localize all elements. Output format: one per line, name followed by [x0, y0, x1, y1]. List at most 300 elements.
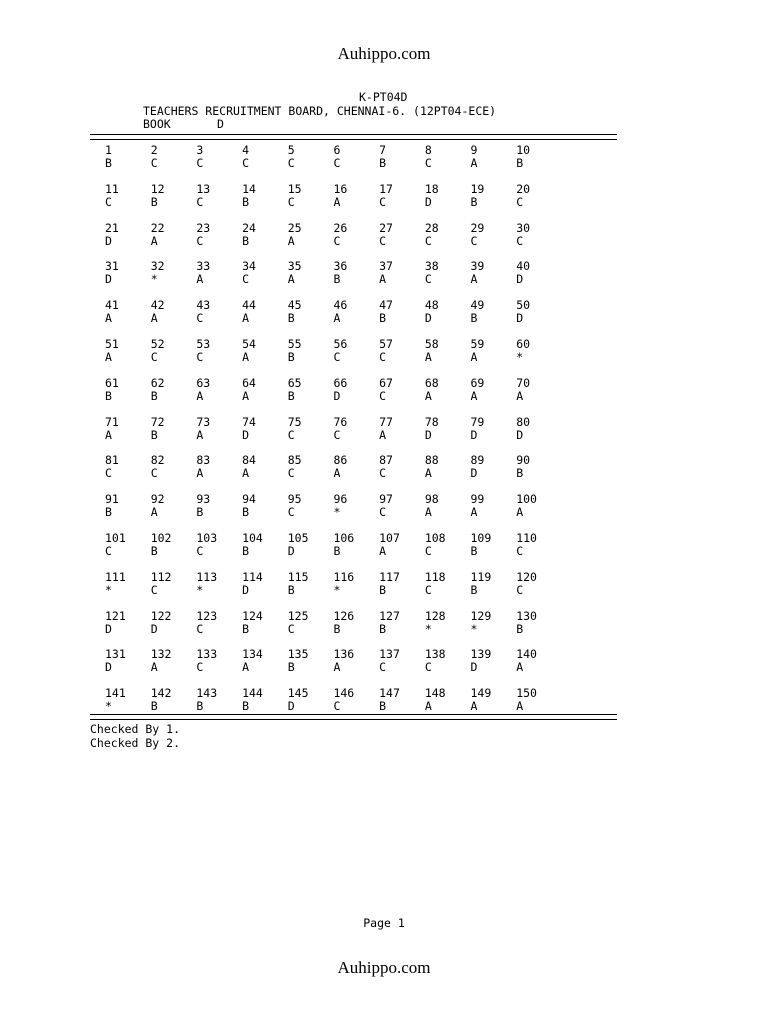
answer-row	[105, 144, 575, 170]
answer-letter: A	[379, 272, 387, 287]
question-number: 2	[150, 143, 158, 157]
double-rule-bottom	[90, 714, 617, 720]
answer-cell	[379, 493, 425, 519]
answer-letter: B	[150, 388, 158, 403]
answer-cell	[288, 493, 334, 519]
answer-cell	[379, 377, 425, 403]
question-number: 144	[242, 686, 263, 701]
answer-cell	[516, 222, 562, 248]
answer-cell	[425, 377, 471, 403]
answer-row	[105, 260, 575, 286]
question-number: 39	[470, 259, 485, 274]
answer-cell	[196, 687, 242, 713]
question-number: 110	[516, 530, 537, 545]
answer-letter: C	[424, 582, 432, 597]
answer-letter: A	[242, 311, 249, 326]
answer-cell	[516, 260, 562, 286]
checked-by-1: Checked By 1.	[90, 722, 181, 736]
question-number: 70	[516, 375, 531, 390]
question-number: 29	[470, 220, 485, 235]
question-number: 95	[287, 492, 302, 507]
question-number: 8	[424, 143, 432, 157]
answer-letter: B	[150, 194, 158, 209]
question-number: 146	[333, 686, 355, 701]
question-number: 142	[150, 686, 172, 701]
answer-cell	[151, 377, 197, 403]
answer-letter: B	[470, 543, 478, 558]
answer-cell	[242, 571, 288, 597]
question-number: 48	[424, 298, 439, 313]
answer-cell	[471, 610, 517, 636]
question-number: 140	[516, 647, 537, 662]
answer-cell	[333, 493, 379, 519]
question-number: 143	[196, 686, 218, 701]
answer-cell	[379, 299, 425, 325]
question-number: 127	[379, 608, 400, 623]
answer-cell	[425, 222, 471, 248]
answer-cell	[516, 571, 562, 597]
answer-letter: C	[150, 582, 158, 597]
answer-cell	[151, 416, 197, 442]
answer-cell	[242, 648, 288, 674]
question-number: 46	[333, 298, 348, 313]
answer-letter: B	[333, 621, 341, 636]
answer-cell	[333, 532, 379, 558]
answer-cell	[196, 416, 242, 442]
answer-cell	[471, 222, 517, 248]
answer-letter: A	[242, 388, 249, 403]
answer-cell	[288, 377, 334, 403]
answer-cell	[196, 183, 242, 209]
answer-cell	[379, 144, 425, 170]
question-number: 124	[242, 608, 263, 623]
answer-cell	[333, 416, 379, 442]
answer-letter: A	[105, 349, 112, 364]
question-number: 134	[242, 647, 263, 662]
site-brand-header: Auhippo.com	[337, 44, 431, 63]
answer-cell	[516, 648, 562, 674]
answer-letter: D	[424, 194, 432, 209]
question-number: 93	[196, 492, 211, 507]
answer-cell	[242, 610, 288, 636]
answer-cell	[379, 416, 425, 442]
answer-letter: B	[379, 582, 387, 597]
question-number: 19	[470, 181, 485, 196]
answer-letter: C	[424, 156, 432, 170]
answer-row	[105, 416, 575, 442]
answer-letter: A	[379, 543, 387, 558]
answer-letter: D	[150, 621, 158, 636]
answer-cell	[471, 377, 517, 403]
answer-letter: C	[242, 272, 249, 287]
answer-cell	[471, 687, 517, 713]
answer-letter: C	[287, 466, 295, 481]
answer-cell	[105, 338, 151, 364]
answer-cell	[516, 183, 562, 209]
question-number: 49	[470, 298, 485, 313]
answer-letter: A	[333, 660, 341, 675]
answer-letter: B	[516, 621, 524, 636]
answer-cell	[242, 338, 288, 364]
answer-cell	[288, 648, 334, 674]
answer-cell	[379, 338, 425, 364]
answer-letter: C	[196, 156, 204, 170]
question-number: 85	[287, 453, 302, 468]
answer-cell	[151, 610, 197, 636]
answer-letter: B	[333, 543, 341, 558]
answer-letter: A	[150, 660, 158, 675]
question-number: 40	[516, 259, 531, 274]
answer-cell	[151, 532, 197, 558]
answer-letter: A	[287, 233, 295, 248]
answer-cell	[242, 183, 288, 209]
answer-cell	[516, 377, 562, 403]
answer-cell	[105, 144, 151, 170]
answer-cell	[333, 338, 379, 364]
answer-cell	[379, 571, 425, 597]
answer-cell	[333, 222, 379, 248]
book-label: BOOK	[143, 117, 171, 131]
question-number: 119	[470, 569, 492, 584]
question-number: 115	[287, 569, 309, 584]
question-number: 104	[242, 530, 263, 545]
question-number: 50	[516, 298, 531, 313]
answer-letter: A	[333, 194, 341, 209]
answer-letter: D	[470, 427, 478, 442]
page-number: Page 1	[363, 916, 405, 930]
answer-letter: B	[379, 699, 387, 714]
question-number: 60	[516, 336, 531, 351]
answer-letter: A	[470, 505, 478, 520]
question-number: 10	[516, 143, 531, 157]
question-number: 79	[470, 414, 485, 429]
answer-row	[105, 532, 575, 558]
answer-cell	[105, 687, 151, 713]
answer-letter: B	[196, 505, 204, 520]
answer-cell	[425, 571, 471, 597]
answer-letter: B	[379, 311, 387, 326]
answer-letter: A	[196, 388, 204, 403]
question-number: 129	[470, 608, 492, 623]
question-number: 33	[196, 259, 211, 274]
answer-letter: C	[150, 349, 158, 364]
answer-cell	[425, 299, 471, 325]
question-number: 98	[424, 492, 439, 507]
question-number: 31	[105, 259, 119, 274]
answer-letter: A	[516, 699, 524, 714]
answer-cell	[516, 610, 562, 636]
question-number: 92	[150, 492, 165, 507]
answer-cell	[105, 299, 151, 325]
answer-cell	[196, 454, 242, 480]
question-number: 55	[287, 336, 302, 351]
board-title: TEACHERS RECRUITMENT BOARD, CHENNAI-6. (12PT04-ECE)	[143, 104, 497, 118]
answer-letter: *	[105, 699, 112, 714]
answer-cell	[516, 338, 562, 364]
question-number: 27	[379, 220, 393, 235]
answer-cell	[425, 338, 471, 364]
answer-cell	[333, 454, 379, 480]
question-number: 107	[379, 530, 400, 545]
answer-cell	[471, 416, 517, 442]
answer-letter: B	[287, 582, 295, 597]
question-number: 117	[379, 569, 400, 584]
answer-cell	[242, 532, 288, 558]
answer-letter: C	[287, 505, 295, 520]
answer-cell	[196, 144, 242, 170]
answer-letter: C	[424, 233, 432, 248]
book-line	[143, 118, 224, 131]
answer-letter: A	[424, 505, 432, 520]
answer-cell	[196, 338, 242, 364]
book-value: D	[217, 117, 224, 131]
answer-cell	[242, 454, 288, 480]
answer-letter: B	[242, 699, 249, 714]
answer-letter: C	[379, 388, 387, 403]
answer-letter: C	[424, 543, 432, 558]
answer-cell	[333, 144, 379, 170]
answer-letter: C	[150, 156, 158, 170]
question-number: 11	[105, 181, 119, 196]
answer-letter: C	[150, 466, 158, 481]
question-number: 56	[333, 336, 348, 351]
question-number: 131	[105, 647, 126, 662]
answer-letter: B	[150, 543, 158, 558]
question-number: 57	[379, 336, 393, 351]
question-number: 9	[470, 143, 478, 157]
answer-cell	[333, 299, 379, 325]
answer-cell	[151, 338, 197, 364]
answer-cell	[516, 493, 562, 519]
question-number: 44	[242, 298, 256, 313]
answer-letter: D	[516, 427, 524, 442]
question-number: 108	[424, 530, 446, 545]
question-number: 101	[105, 530, 126, 545]
answer-letter: D	[424, 311, 432, 326]
answer-cell	[471, 183, 517, 209]
answer-letter: A	[196, 427, 204, 442]
answer-letter: D	[105, 272, 112, 287]
answer-letter: D	[105, 660, 112, 675]
answer-letter: A	[516, 660, 524, 675]
question-number: 132	[150, 647, 172, 662]
answer-cell	[196, 260, 242, 286]
answer-cell	[151, 648, 197, 674]
site-brand-footer: Auhippo.com	[337, 958, 431, 977]
question-number: 34	[242, 259, 256, 274]
question-number: 53	[196, 336, 211, 351]
answer-cell	[105, 183, 151, 209]
answer-cell	[196, 493, 242, 519]
answer-letter: A	[150, 505, 158, 520]
answer-letter: B	[242, 543, 249, 558]
answer-letter: A	[333, 466, 341, 481]
answer-cell	[333, 648, 379, 674]
answer-row	[105, 648, 575, 674]
answer-cell	[379, 222, 425, 248]
question-number: 136	[333, 647, 355, 662]
answer-cell	[288, 183, 334, 209]
question-number: 148	[424, 686, 446, 701]
answer-letter: C	[196, 233, 204, 248]
answer-cell	[425, 454, 471, 480]
question-number: 65	[287, 375, 302, 390]
answer-letter: B	[470, 194, 478, 209]
answer-cell	[425, 532, 471, 558]
question-number: 114	[242, 569, 263, 584]
answer-cell	[151, 687, 197, 713]
answer-cell	[471, 260, 517, 286]
question-number: 26	[333, 220, 348, 235]
answer-letter: A	[424, 699, 432, 714]
answer-cell	[379, 648, 425, 674]
question-number: 147	[379, 686, 400, 701]
answer-row	[105, 610, 575, 636]
answer-letter: A	[470, 699, 478, 714]
answer-cell	[425, 260, 471, 286]
question-number: 14	[242, 181, 256, 196]
answer-cell	[379, 687, 425, 713]
answer-letter: B	[242, 194, 249, 209]
question-number: 20	[516, 181, 531, 196]
answer-letter: B	[242, 621, 249, 636]
answer-cell	[105, 416, 151, 442]
answer-letter: B	[242, 233, 249, 248]
answer-cell	[242, 260, 288, 286]
answer-cell	[105, 454, 151, 480]
question-number: 78	[424, 414, 439, 429]
question-number: 121	[105, 608, 126, 623]
answer-cell	[288, 299, 334, 325]
answer-cell	[105, 260, 151, 286]
answer-cell	[425, 144, 471, 170]
answer-cell	[196, 610, 242, 636]
answer-cell	[379, 454, 425, 480]
answer-letter: B	[150, 699, 158, 714]
question-number: 145	[287, 686, 309, 701]
answer-cell	[151, 183, 197, 209]
answer-letter: A	[516, 388, 524, 403]
answer-letter: B	[379, 156, 387, 170]
answer-cell	[288, 338, 334, 364]
question-number: 23	[196, 220, 211, 235]
answer-cell	[105, 222, 151, 248]
question-number: 89	[470, 453, 485, 468]
answer-cell	[151, 493, 197, 519]
question-number: 71	[105, 414, 119, 429]
question-number: 99	[470, 492, 485, 507]
answer-letter: C	[287, 427, 295, 442]
answer-letter: D	[242, 427, 249, 442]
question-number: 66	[333, 375, 348, 390]
question-number: 133	[196, 647, 218, 662]
answer-row	[105, 571, 575, 597]
question-number: 139	[470, 647, 492, 662]
answer-letter: A	[424, 466, 432, 481]
question-number: 63	[196, 375, 211, 390]
answer-letter: D	[287, 699, 295, 714]
answer-cell	[288, 454, 334, 480]
answer-letter: A	[470, 388, 478, 403]
answer-cell	[196, 571, 242, 597]
answer-cell	[151, 571, 197, 597]
answer-letter: C	[424, 272, 432, 287]
question-number: 126	[333, 608, 355, 623]
answer-cell	[516, 454, 562, 480]
answer-letter: B	[105, 505, 112, 520]
answer-row	[105, 687, 575, 713]
answer-letter: C	[287, 156, 295, 170]
question-number: 87	[379, 453, 393, 468]
answer-letter: C	[105, 194, 112, 209]
answer-row	[105, 454, 575, 480]
question-number: 41	[105, 298, 119, 313]
answer-cell	[196, 299, 242, 325]
question-number: 74	[242, 414, 256, 429]
answer-letter: A	[287, 272, 295, 287]
answer-cell	[288, 532, 334, 558]
answer-cell	[333, 377, 379, 403]
answer-cell	[379, 610, 425, 636]
question-number: 111	[105, 569, 126, 584]
answer-letter: A	[470, 156, 478, 170]
answer-letter: B	[379, 621, 387, 636]
answer-cell	[379, 532, 425, 558]
answer-cell	[516, 299, 562, 325]
answer-cell	[471, 493, 517, 519]
answer-key-grid	[105, 144, 575, 726]
question-number: 51	[105, 336, 119, 351]
answer-letter: A	[470, 272, 478, 287]
answer-letter: B	[516, 466, 524, 481]
question-number: 68	[424, 375, 439, 390]
answer-letter: D	[287, 543, 295, 558]
question-number: 43	[196, 298, 211, 313]
answer-cell	[425, 610, 471, 636]
answer-cell	[288, 571, 334, 597]
answer-letter: C	[287, 621, 295, 636]
question-number: 18	[424, 181, 439, 196]
question-number: 25	[287, 220, 302, 235]
answer-cell	[196, 532, 242, 558]
question-number: 86	[333, 453, 348, 468]
answer-cell	[425, 687, 471, 713]
question-number: 42	[150, 298, 165, 313]
question-number: 100	[516, 492, 537, 507]
answer-letter: D	[516, 272, 524, 287]
answer-letter: *	[424, 621, 432, 636]
answer-letter: C	[470, 233, 478, 248]
question-number: 141	[105, 686, 126, 701]
question-number: 80	[516, 414, 531, 429]
answer-cell	[105, 648, 151, 674]
question-number: 149	[470, 686, 492, 701]
question-number: 38	[424, 259, 439, 274]
answer-row	[105, 183, 575, 209]
question-number: 52	[150, 336, 165, 351]
question-number: 54	[242, 336, 256, 351]
answer-cell	[471, 299, 517, 325]
question-number: 28	[424, 220, 439, 235]
answer-cell	[151, 260, 197, 286]
answer-letter: C	[379, 194, 387, 209]
answer-cell	[379, 260, 425, 286]
question-number: 17	[379, 181, 393, 196]
answer-letter: *	[105, 582, 112, 597]
answer-letter: B	[470, 582, 478, 597]
answer-cell	[288, 687, 334, 713]
answer-cell	[425, 183, 471, 209]
